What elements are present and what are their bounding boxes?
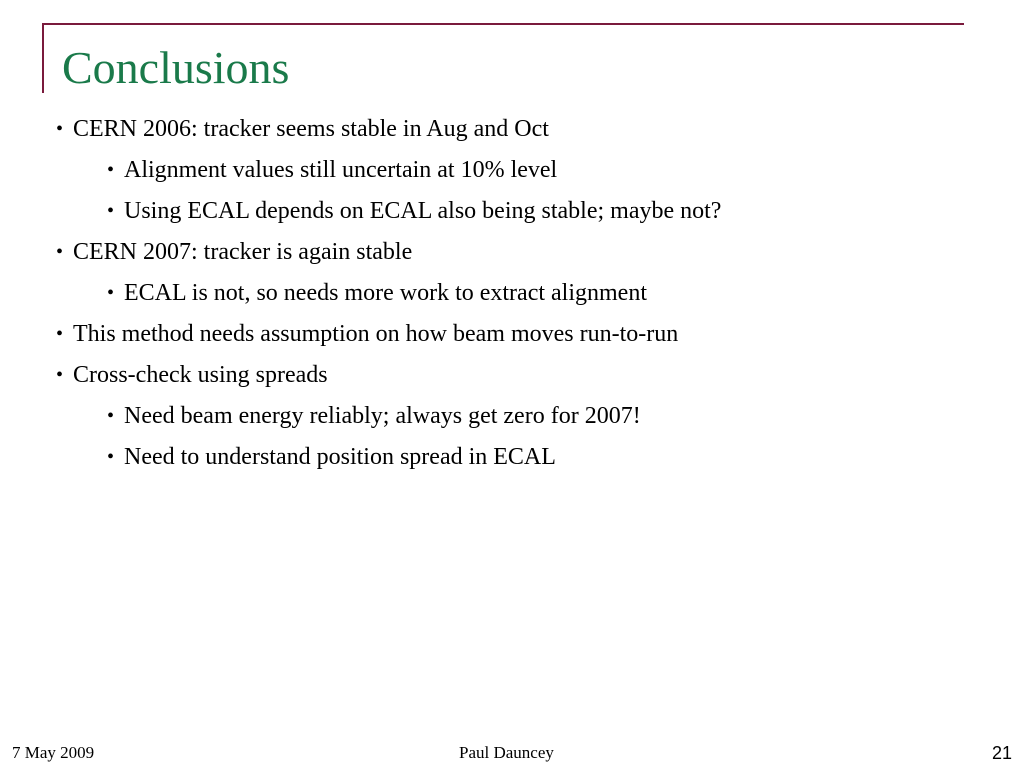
- bullet-dot-icon: •: [56, 364, 64, 386]
- bullet-text: ECAL is not, so needs more work to extract alignment: [124, 280, 647, 306]
- bullet-dot-icon: •: [56, 323, 64, 345]
- bullet-dot-icon: •: [107, 282, 115, 304]
- bullet-item: [0, 355, 1000, 396]
- left-accent-rule: [42, 23, 44, 93]
- bullet-item: [0, 314, 1000, 355]
- top-accent-rule: [42, 23, 964, 25]
- bullet-text: Alignment values still uncertain at 10% level: [124, 157, 558, 183]
- sub-bullet-item: [0, 150, 1000, 191]
- sub-bullet-item: [0, 191, 1000, 232]
- bullet-text: Need to understand position spread in ECAL: [124, 444, 556, 470]
- sub-bullet-item: [0, 273, 1000, 314]
- sub-bullet-item: [0, 437, 1000, 478]
- bullet-list: [0, 109, 1000, 478]
- bullet-dot-icon: •: [107, 200, 115, 222]
- sub-bullet-item: [0, 396, 1000, 437]
- bullet-dot-icon: •: [56, 241, 64, 263]
- bullet-text: CERN 2006: tracker seems stable in Aug and Oct: [73, 116, 549, 142]
- bullet-dot-icon: •: [107, 159, 115, 181]
- bullet-dot-icon: •: [107, 405, 115, 427]
- bullet-text: Cross-check using spreads: [73, 362, 328, 388]
- bullet-dot-icon: •: [56, 118, 64, 140]
- bullet-dot-icon: •: [107, 446, 115, 468]
- bullet-text: CERN 2007: tracker is again stable: [73, 239, 413, 265]
- bullet-text: Need beam energy reliably; always get zero for 2007!: [124, 403, 641, 429]
- page-number: 21: [991, 743, 1012, 763]
- footer-date: 7 May 2009: [12, 743, 95, 762]
- bullet-item: [0, 109, 1000, 150]
- bullet-text: Using ECAL depends on ECAL also being stable; maybe not?: [124, 198, 722, 224]
- bullet-item: [0, 232, 1000, 273]
- footer-author: Paul Dauncey: [459, 743, 554, 762]
- bullet-text: This method needs assumption on how beam moves run-to-run: [73, 321, 679, 347]
- slide-title: Conclusions: [62, 42, 290, 93]
